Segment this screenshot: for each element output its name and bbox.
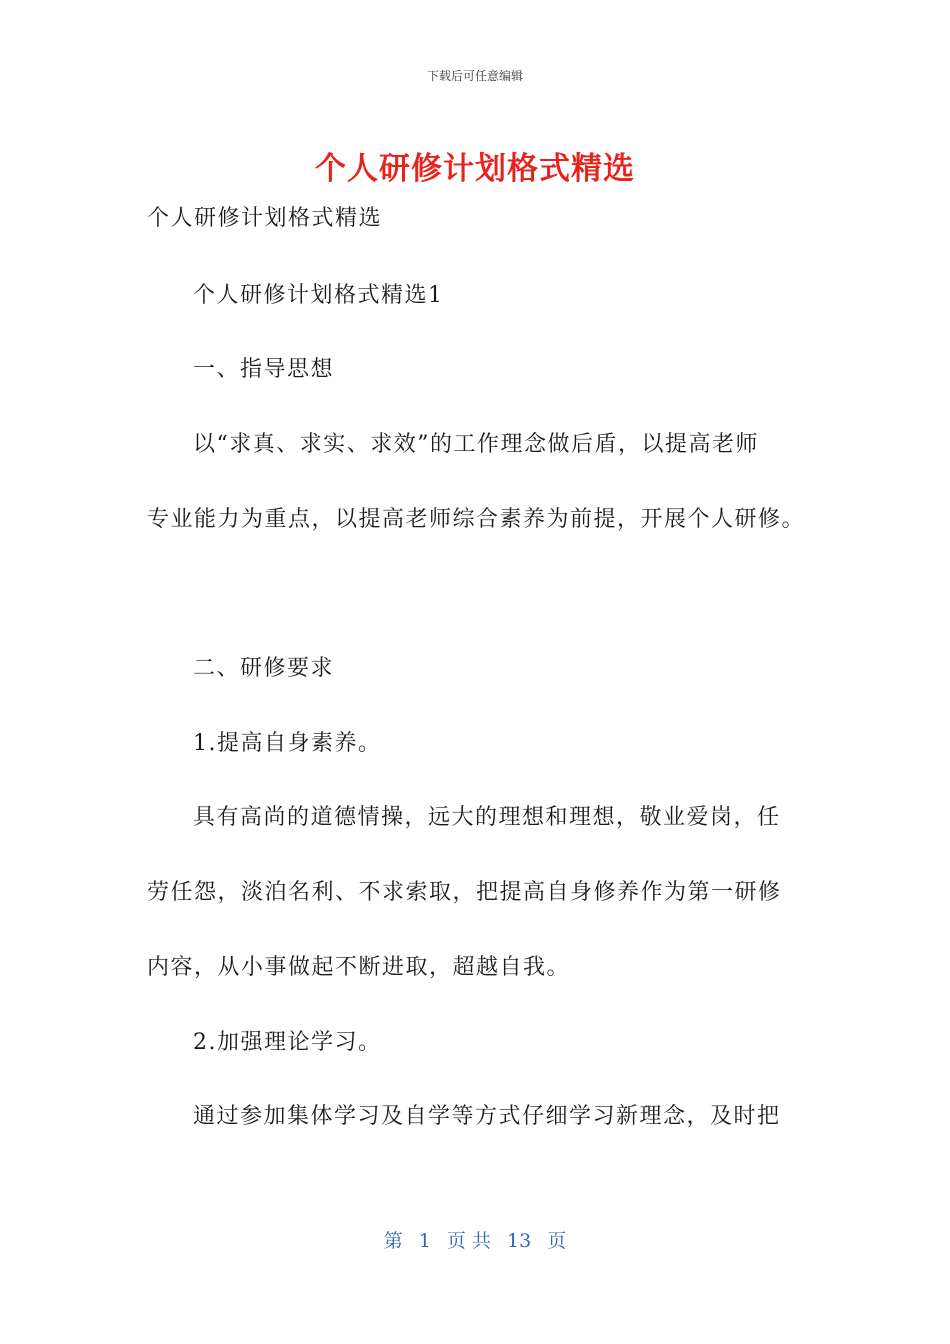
header-note: 下载后可任意编辑 [426,69,523,83]
footer-total-pages: 13 [507,1230,532,1252]
paragraph-body-line: 以“求真、求实、求效”的工作理念做后盾，以提高老师 [193,432,759,457]
footer-prefix: 第 [383,1230,403,1252]
page-footer [0,1226,950,1253]
document-title: 个人研修计划格式精选 [315,151,635,187]
paragraph-body-line: 具有高尚的道德情操，远大的理想和理想，敬业爱岗，任 [193,805,781,830]
footer-suffix: 页 [547,1230,567,1252]
paragraph-heading-guiding-ideology: 一、指导思想 [193,357,335,382]
paragraph-section-heading: 个人研修计划格式精选1 [193,283,444,308]
paragraph-item-heading: 1.提高自身素养。 [193,731,382,756]
paragraph-body-line: 专业能力为重点，以提高老师综合素养为前提，开展个人研修。 [147,507,806,532]
paragraph-heading-requirements: 二、研修要求 [193,656,335,681]
paragraph-body-line: 通过参加集体学习及自学等方式仔细学习新理念，及时把 [193,1104,781,1129]
footer-middle: 页 共 [446,1230,491,1252]
paragraph-subtitle: 个人研修计划格式精选 [147,206,383,231]
paragraph-body-line: 劳任怨，淡泊名利、不求索取，把提高自身修养作为第一研修 [147,880,782,905]
paragraph-item-heading: 2.加强理论学习。 [193,1030,382,1055]
paragraph-body-line: 内容，从小事做起不断进取，超越自我。 [147,955,571,980]
footer-page-number: 1 [418,1230,431,1252]
